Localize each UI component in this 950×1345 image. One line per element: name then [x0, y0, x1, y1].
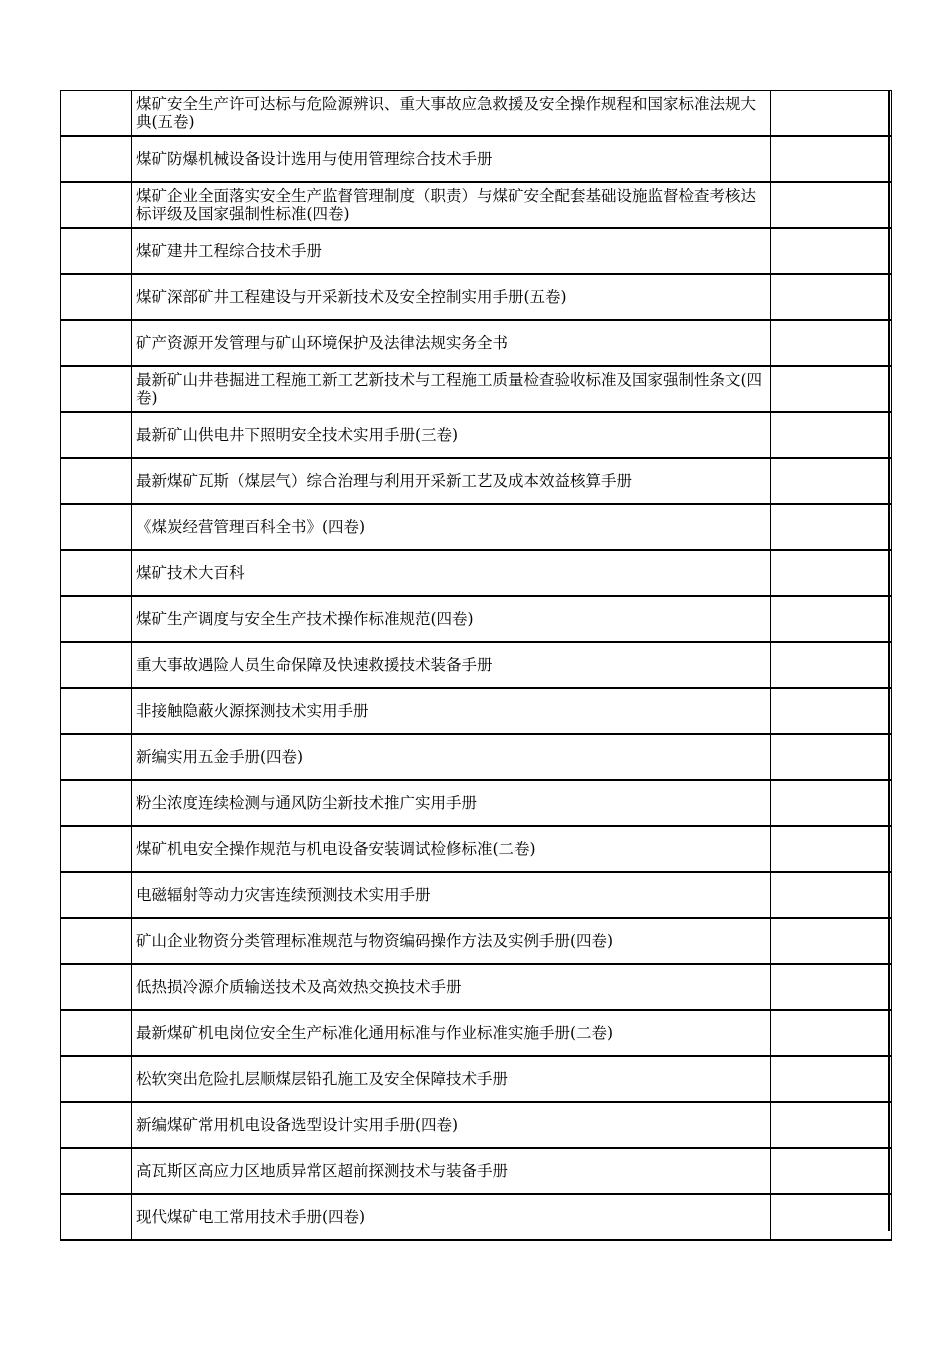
extra-cell	[771, 182, 892, 228]
row-number-cell	[61, 366, 132, 412]
book-title: 《煤炭经营管理百科全书》(四卷)	[136, 518, 366, 536]
table-row	[61, 458, 892, 504]
book-title: 煤矿机电安全操作规范与机电设备安装调试检修标准(二卷)	[136, 840, 536, 858]
row-number-cell	[61, 642, 132, 688]
row-number-cell	[61, 964, 132, 1010]
row-number-cell	[61, 1056, 132, 1102]
book-title: 电磁辐射等动力灾害连续预测技术实用手册	[136, 886, 431, 904]
book-title: 煤矿防爆机械设备设计选用与使用管理综合技术手册	[136, 150, 493, 168]
row-number-cell	[61, 596, 132, 642]
book-title-cell	[132, 228, 771, 274]
book-title-cell	[132, 458, 771, 504]
book-title: 高瓦斯区高应力区地质异常区超前探测技术与装备手册	[136, 1162, 509, 1180]
extra-cell	[771, 412, 892, 458]
extra-cell	[771, 688, 892, 734]
book-title-cell	[132, 136, 771, 182]
extra-cell	[771, 1102, 892, 1148]
row-number-cell	[61, 274, 132, 320]
book-title: 煤矿深部矿井工程建设与开采新技术及安全控制实用手册(五卷)	[136, 288, 567, 306]
book-title-cell	[132, 1010, 771, 1056]
row-number-cell	[61, 320, 132, 366]
table-row	[61, 1056, 892, 1102]
book-title: 新编实用五金手册(四卷)	[136, 748, 304, 766]
table-row	[61, 228, 892, 274]
extra-cell	[771, 550, 892, 596]
book-title-cell	[132, 1056, 771, 1102]
book-title: 粉尘浓度连续检测与通风防尘新技术推广实用手册	[136, 794, 478, 812]
row-number-cell	[61, 1102, 132, 1148]
book-title-cell	[132, 320, 771, 366]
extra-cell	[771, 274, 892, 320]
extra-cell	[771, 504, 892, 550]
table-row	[61, 1010, 892, 1056]
book-title: 现代煤矿电工常用技术手册(四卷)	[136, 1208, 366, 1226]
book-title-cell	[132, 550, 771, 596]
book-title: 煤矿生产调度与安全生产技术操作标准规范(四卷)	[136, 610, 474, 628]
book-title-cell	[132, 412, 771, 458]
book-title-cell	[132, 1102, 771, 1148]
row-number-cell	[61, 182, 132, 228]
book-title-cell	[132, 182, 771, 228]
extra-cell	[771, 642, 892, 688]
table-row	[61, 182, 892, 228]
table-row	[61, 872, 892, 918]
row-number-cell	[61, 136, 132, 182]
extra-cell	[771, 780, 892, 826]
book-title-cell	[132, 826, 771, 872]
book-title-cell	[132, 504, 771, 550]
extra-cell	[771, 826, 892, 872]
book-title-cell	[132, 688, 771, 734]
row-number-cell	[61, 458, 132, 504]
row-number-cell	[61, 826, 132, 872]
extra-cell	[771, 136, 892, 182]
book-title-cell	[132, 642, 771, 688]
table-row	[61, 136, 892, 182]
extra-cell	[771, 596, 892, 642]
row-number-cell	[61, 550, 132, 596]
table-row	[61, 734, 892, 780]
book-title: 煤矿安全生产许可达标与危险源辨识、重大事故应急救援及安全操作规程和国家标准法规大典(五卷)	[136, 95, 757, 131]
row-number-cell	[61, 504, 132, 550]
extra-cell	[771, 1056, 892, 1102]
book-title: 非接触隐蔽火源探测技术实用手册	[136, 702, 369, 720]
extra-cell	[771, 1194, 892, 1240]
book-title-cell	[132, 964, 771, 1010]
book-title: 新编煤矿常用机电设备选型设计实用手册(四卷)	[136, 1116, 459, 1134]
book-title: 矿产资源开发管理与矿山环境保护及法律法规实务全书	[136, 334, 509, 352]
book-title: 松软突出危险扎层顺煤层铅孔施工及安全保障技术手册	[136, 1070, 509, 1088]
extra-cell	[771, 458, 892, 504]
table-row	[61, 504, 892, 550]
table-right-border	[888, 90, 890, 1231]
extra-cell	[771, 964, 892, 1010]
table-row	[61, 780, 892, 826]
book-title: 最新煤矿机电岗位安全生产标准化通用标准与作业标准实施手册(二卷)	[136, 1024, 614, 1042]
extra-cell	[771, 228, 892, 274]
book-title: 最新矿山井巷掘进工程施工新工艺新技术与工程施工质量检查验收标准及国家强制性条文(四卷)	[136, 371, 763, 407]
book-title-cell	[132, 596, 771, 642]
extra-cell	[771, 734, 892, 780]
table-row	[61, 826, 892, 872]
book-title: 最新矿山供电井下照明安全技术实用手册(三卷)	[136, 426, 459, 444]
row-number-cell	[61, 1194, 132, 1240]
table-row	[61, 688, 892, 734]
row-number-cell	[61, 918, 132, 964]
row-number-cell	[61, 780, 132, 826]
table-row	[61, 412, 892, 458]
row-number-cell	[61, 1148, 132, 1194]
table-row	[61, 550, 892, 596]
extra-cell	[771, 872, 892, 918]
book-list-table	[60, 90, 892, 1241]
book-title: 煤矿建井工程综合技术手册	[136, 242, 323, 260]
row-number-cell	[61, 91, 132, 137]
extra-cell	[771, 1148, 892, 1194]
row-number-cell	[61, 228, 132, 274]
table-row	[61, 918, 892, 964]
book-title-cell	[132, 1148, 771, 1194]
book-title: 低热损冷源介质输送技术及高效热交换技术手册	[136, 978, 462, 996]
book-title: 重大事故遇险人员生命保障及快速救援技术装备手册	[136, 656, 493, 674]
table-row	[61, 964, 892, 1010]
row-number-cell	[61, 872, 132, 918]
table-row	[61, 642, 892, 688]
book-title: 煤矿技术大百科	[136, 564, 245, 582]
book-list-body	[61, 91, 892, 1241]
book-title-cell	[132, 780, 771, 826]
book-title: 最新煤矿瓦斯（煤层气）综合治理与利用开采新工艺及成本效益核算手册	[136, 472, 633, 490]
extra-cell	[771, 366, 892, 412]
book-title: 矿山企业物资分类管理标准规范与物资编码操作方法及实例手册(四卷)	[136, 932, 614, 950]
row-number-cell	[61, 688, 132, 734]
book-title-cell	[132, 918, 771, 964]
row-number-cell	[61, 734, 132, 780]
table-row	[61, 366, 892, 412]
row-number-cell	[61, 1010, 132, 1056]
table-row	[61, 1148, 892, 1194]
table-row	[61, 1102, 892, 1148]
table-row	[61, 320, 892, 366]
extra-cell	[771, 320, 892, 366]
book-title-cell	[132, 872, 771, 918]
book-title-cell	[132, 366, 771, 412]
extra-cell	[771, 91, 892, 137]
table-row	[61, 274, 892, 320]
book-title-cell	[132, 91, 771, 137]
book-title-cell	[132, 734, 771, 780]
row-number-cell	[61, 412, 132, 458]
table-row	[61, 596, 892, 642]
extra-cell	[771, 1010, 892, 1056]
extra-cell	[771, 918, 892, 964]
table-row	[61, 1194, 892, 1240]
book-title-cell	[132, 1194, 771, 1240]
book-title-cell	[132, 274, 771, 320]
book-title: 煤矿企业全面落实安全生产监督管理制度（职责）与煤矿安全配套基础设施监督检查考核达标评级及国家强制性标准(四卷)	[136, 187, 757, 223]
table-row	[61, 91, 892, 137]
